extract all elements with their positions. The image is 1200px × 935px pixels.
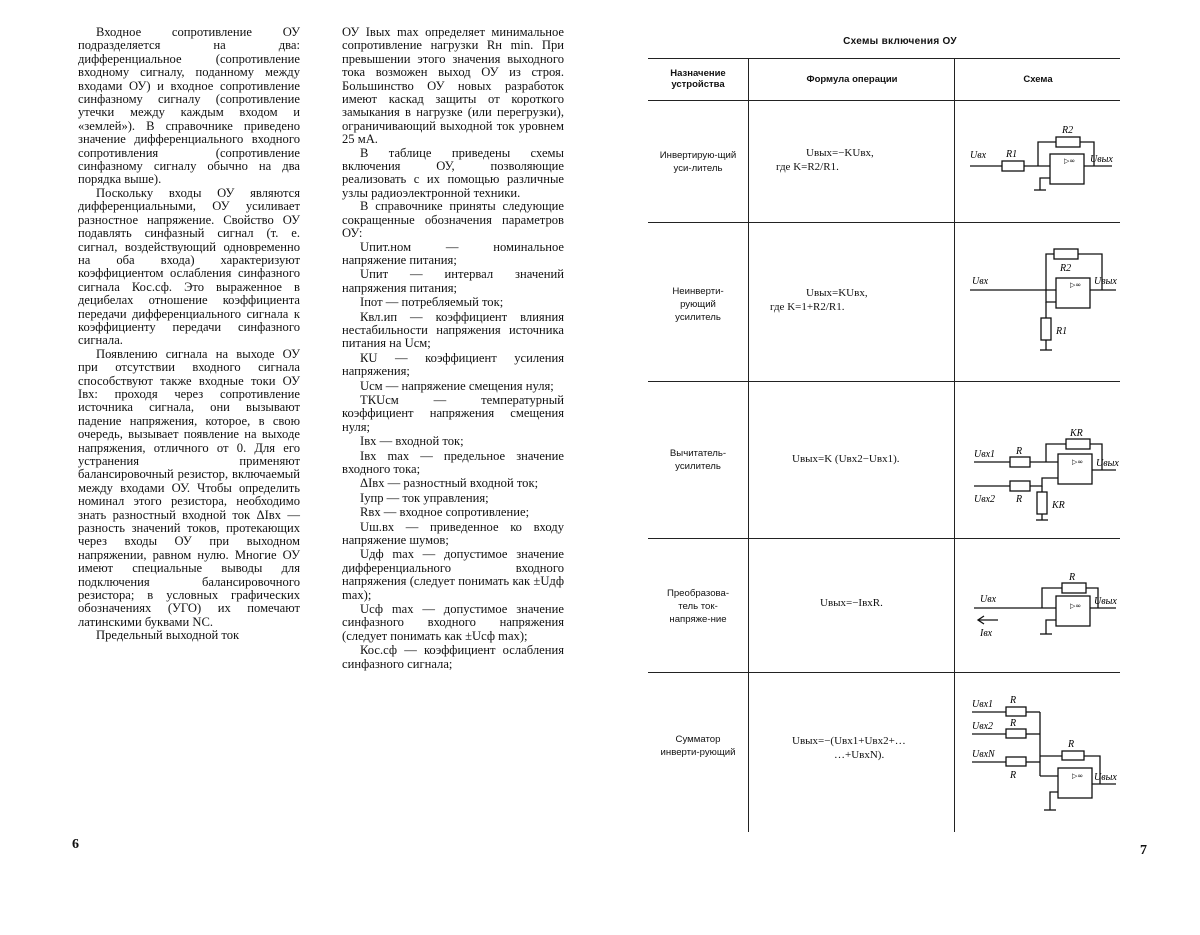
resistor-r bbox=[1062, 583, 1086, 593]
formula-line: …+UвхN). bbox=[834, 749, 885, 761]
resistor-r bbox=[1006, 757, 1026, 766]
glossary-item: Iупр — ток управления; bbox=[360, 490, 489, 505]
formula-inverting bbox=[752, 146, 948, 174]
label-kr: KR bbox=[1070, 428, 1083, 439]
glossary-item: Uдф max — допустимое значение дифференциального входного напряжения (следует понимать как ±Uдф max); bbox=[342, 547, 564, 602]
opamp bbox=[1056, 596, 1090, 626]
row-name-converter: Преобразова-тель ток-напряже-ние bbox=[666, 587, 730, 625]
label-out: Uвых bbox=[1096, 458, 1119, 469]
formula-line: Uвых=K (Uвх2−Uвх1). bbox=[792, 453, 900, 465]
formula-summer bbox=[752, 734, 948, 762]
label-in: Uвх bbox=[972, 276, 989, 287]
header-formula: Формула операции bbox=[806, 73, 898, 85]
glossary-item: Iвх — входной ток; bbox=[360, 434, 464, 449]
label-r: R bbox=[1010, 770, 1017, 781]
header-schema: Схема bbox=[1023, 73, 1053, 85]
paragraph: Появлению сигнала на выходе ОУ при отсутствии входного сигнала способствуют также входные токи ОУ Iвх: проходя через сопротивление источника сигнала, они вызывают падение напряжения, которое, в свою очередь, вызывает появление на выходе напряжения, отличного от 0. Для его устранения применяют балансировочный резистор, включаемый между входами ОУ. Чтобы определить номинал этого резистора, необходимо знать разностный входной ток ΔIвх — разность значений токов, протекающих через входы ОУ при выходном напряжении, равном нулю. Многие ОУ имеют специальные выводы для подключения балансировочного резистора; в условных графических обозначениях (УГО) их помечают латинскими буквами NC. bbox=[78, 346, 300, 629]
label-in: Uвх bbox=[980, 594, 997, 605]
wire bbox=[1042, 588, 1062, 608]
label-current: Iвх bbox=[980, 628, 993, 639]
schematic-inverting bbox=[966, 114, 1120, 198]
table-title: Схемы включения ОУ bbox=[843, 36, 957, 47]
table-rule bbox=[648, 381, 1120, 382]
label-inn: UвхN bbox=[972, 749, 995, 760]
label-r: R bbox=[1068, 739, 1075, 750]
glossary-item: Rвх — входное сопротивление; bbox=[360, 505, 530, 520]
formula-line: Uвых=KUвх, bbox=[806, 287, 868, 299]
opamp-symbol: ▷∞ bbox=[1070, 602, 1082, 610]
row-name-inverting: Инвертирую-щий уси-литель bbox=[659, 150, 737, 174]
paragraph: Входное сопротивление ОУ подразделяется на два: дифференциальное (сопротивление входному сигналу, поданному между входами ОУ) и входное сопротивление синфазному сигналу (сопротивление утечки между каждым входом и «землей»). В справочнике приведено значение дифференциального входного сопротивления (сопротивление синфазному сигналу обычно на два порядка выше). bbox=[78, 25, 300, 187]
glossary-item: Кос.сф — коэффициент ослабления синфазного сигнала; bbox=[342, 643, 564, 671]
row-name-subtractor: Вычитатель-усилитель bbox=[669, 448, 727, 472]
paragraph: Поскольку входы ОУ являются дифференциальными, ОУ усиливает разностное напряжение. Свойство ОУ подавлять синфазный сигнал (т. е. сигнал, воздействующий одновременно на оба входа) характеризуют коэффициентом ослабления синфазного сигнала Кос.сф. Это выраженное в децибелах отношение коэффициента передачи дифференциального сигнала к коэффициенту передачи синфазного сигнала. bbox=[78, 185, 300, 348]
table-rule bbox=[648, 672, 1120, 673]
label-r: R bbox=[1010, 695, 1017, 706]
paragraph: В справочнике приняты следующие сокращенные обозначения параметров ОУ: bbox=[342, 199, 564, 241]
label-r2: R2 bbox=[1060, 263, 1072, 274]
resistor-r1 bbox=[1002, 161, 1024, 171]
opamp-symbol: ▷∞ bbox=[1072, 458, 1084, 466]
page-number-left: 6 bbox=[72, 837, 79, 852]
glossary-item: Квл.ип — коэффициент влияния нестабильности напряжения источника питания на Uсм; bbox=[342, 309, 564, 351]
right-text-column bbox=[342, 26, 564, 671]
glossary-item: Iвх max — предельное значение входного тока; bbox=[342, 448, 564, 476]
header-purpose: Назначение устройства bbox=[670, 68, 726, 90]
wire bbox=[1046, 620, 1056, 634]
formula-line: Uвых=−IвхR. bbox=[820, 597, 883, 609]
glossary-item: Uш.вх — приведенное ко входу напряжение шумов; bbox=[342, 519, 564, 548]
glossary-item: Uсф max — допустимое значение синфазного входного напряжения (следует понимать как ±Uсф max); bbox=[342, 602, 564, 643]
opamp-symbol: ▷∞ bbox=[1064, 157, 1076, 165]
paragraph: Предельный выходной ток bbox=[96, 628, 240, 643]
paragraph: ОУ Iвых max определяет минимальное сопротивление нагрузки Rн min. При превышении этого значения выходного тока возможен выход ОУ из строя. Большинство ОУ новых разработок имеют каскад защиты от короткого замыкания в нагрузке (или перегрузки), ограничивающий выходной ток уровнем 25 мА. bbox=[342, 25, 564, 147]
wire bbox=[1040, 178, 1050, 190]
table-rule bbox=[648, 100, 1120, 101]
label-in2: Uвх2 bbox=[974, 494, 996, 505]
label-out: Uвых bbox=[1094, 276, 1117, 287]
resistor-r2 bbox=[1056, 137, 1080, 147]
wire bbox=[1046, 254, 1056, 302]
schematic-subtractor bbox=[966, 424, 1120, 524]
schematic-summer bbox=[966, 684, 1120, 824]
wire bbox=[1050, 792, 1058, 810]
label-r2: R2 bbox=[1062, 125, 1074, 136]
formula-converter bbox=[752, 596, 948, 610]
label-out: Uвых bbox=[1094, 772, 1117, 783]
wire bbox=[1030, 478, 1058, 486]
paragraph: В таблице приведены схемы включения ОУ, позволяющие реализовать с их помощью различные узлы радиоэлектронной техники. bbox=[342, 145, 564, 200]
label-r: R bbox=[1010, 718, 1017, 729]
page-number-right: 7 bbox=[1140, 843, 1147, 858]
formula-line: где K=R2/R1. bbox=[776, 161, 839, 173]
formula-subtractor bbox=[752, 452, 948, 466]
left-text-column bbox=[78, 26, 300, 643]
label-kr: KR bbox=[1052, 500, 1065, 511]
formula-line: Uвых=−(Uвх1+Uвх2+… bbox=[792, 735, 906, 747]
table-rule bbox=[648, 538, 1120, 539]
circuit-table bbox=[648, 58, 1120, 832]
label-r1: R1 bbox=[1006, 149, 1018, 160]
table-rule bbox=[954, 58, 955, 832]
resistor-kr bbox=[1066, 439, 1090, 449]
table-rule bbox=[648, 222, 1120, 223]
schematic-converter bbox=[966, 564, 1120, 658]
label-in2: Uвх2 bbox=[972, 721, 994, 732]
wire bbox=[1046, 444, 1066, 462]
resistor-r1 bbox=[1041, 318, 1051, 340]
glossary-item: ТКUсм — температурный коэффициент напряжения смещения нуля; bbox=[342, 392, 564, 434]
resistor-r bbox=[1010, 457, 1030, 467]
label-r: R bbox=[1069, 572, 1076, 583]
glossary-item: КU — коэффициент усиления напряжения; bbox=[342, 350, 564, 379]
formula-line: где K=1+R2/R1. bbox=[770, 301, 845, 313]
label-out: Uвых bbox=[1094, 596, 1117, 607]
glossary-item: Uсм — напряжение смещения нуля; bbox=[360, 378, 554, 393]
resistor-r2 bbox=[1054, 249, 1078, 259]
resistor-r bbox=[1062, 751, 1084, 760]
formula-line: Uвых=−KUвх, bbox=[806, 147, 874, 159]
glossary-item: Uпит.ном — номинальное напряжение питания; bbox=[342, 239, 564, 267]
label-r: R bbox=[1016, 446, 1023, 457]
label-in: Uвх bbox=[970, 150, 987, 161]
label-in1: Uвх1 bbox=[972, 699, 994, 710]
opamp-symbol: ▷∞ bbox=[1070, 281, 1082, 289]
formula-noninverting bbox=[752, 286, 948, 314]
row-name-noninverting: Неинверти-рующий усилитель bbox=[672, 285, 724, 323]
label-out: Uвых bbox=[1090, 154, 1113, 165]
label-r: R bbox=[1016, 494, 1023, 505]
resistor-r bbox=[1010, 481, 1030, 491]
table-rule bbox=[748, 58, 749, 832]
resistor-kr bbox=[1037, 492, 1047, 514]
label-r1: R1 bbox=[1056, 326, 1068, 337]
resistor-r bbox=[1006, 729, 1026, 738]
opamp-symbol: ▷∞ bbox=[1072, 772, 1084, 780]
schematic-noninverting bbox=[966, 238, 1120, 358]
glossary-item: ΔIвх — разностный входной ток; bbox=[360, 476, 539, 491]
glossary-item: Iпот — потребляемый ток; bbox=[360, 295, 504, 310]
row-name-summer: Сумматор инверти-рующий bbox=[660, 734, 736, 758]
label-in1: Uвх1 bbox=[974, 449, 996, 460]
resistor-r bbox=[1006, 707, 1026, 716]
glossary-item: Uпит — интервал значений напряжения питания; bbox=[342, 267, 564, 295]
